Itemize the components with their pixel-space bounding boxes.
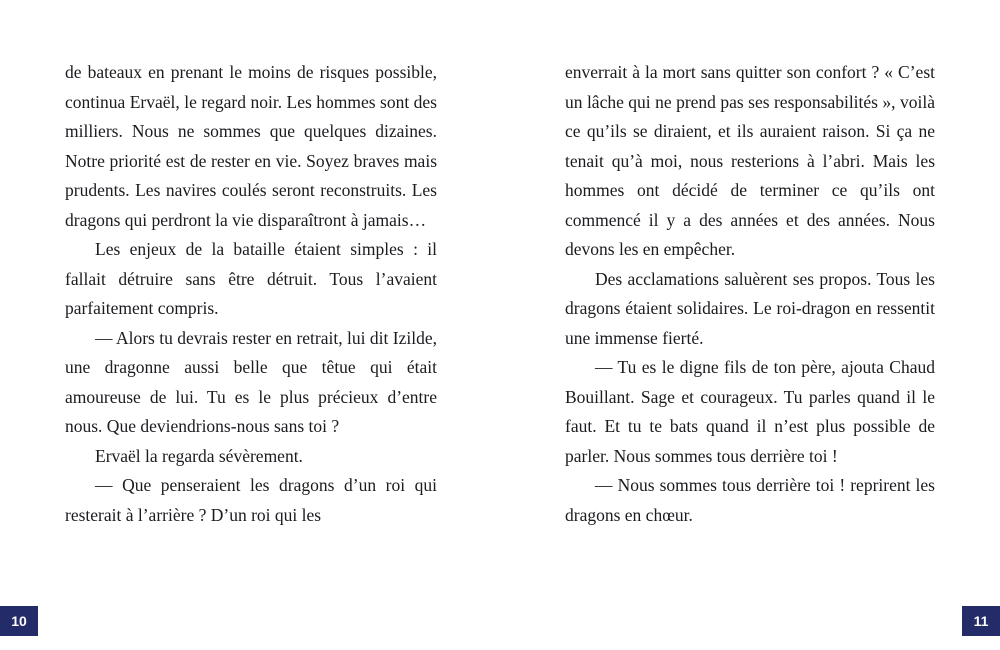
paragraph: Les enjeux de la bataille étaient simples : il fallait détruire sans être détruit. Tous l’avaient parfaitement compris. [65,239,437,318]
paragraph: — Alors tu devrais rester en retrait, lui dit Izilde, une dragonne aussi belle que têtue qui était amoureuse de lui. Tu es le plus précieux d’entre nous. Que deviendrions-nous sans toi ? [65,327,437,436]
paragraph: — Tu es le digne fils de ton père, ajouta Chaud Bouillant. Sage et courageux. Tu parles quand il le faut. Et tu te bats quand il n’est plus possible de parler. Nous sommes tous derrière toi ! [565,357,935,466]
page-left-text-column [65,58,437,530]
page-number-left: 10 [0,606,38,636]
paragraph: Des acclamations saluèrent ses propos. Tous les dragons étaient solidaires. Le roi-dragon en ressentit une immense fierté. [565,268,935,348]
paragraph: enverrait à la mort sans quitter son confort ? « C’est un lâche qui ne prend pas ses responsabilités », voilà ce qu’ils se diraient, et ils auraient raison. Si ça ne tenait qu’à moi, nous resterions à l’abri. Mais les hommes ont décidé de terminer ce qu’ils ont commencé il y a des années et des années. Nous devons les en empêcher. [565,62,935,259]
page-right-text-column [565,58,935,530]
paragraph: — Nous sommes tous derrière toi ! reprirent les dragons en chœur. [565,475,935,525]
paragraph: Ervaël la regarda sévèrement. [95,445,303,466]
paragraph: — Que penseraient les dragons d’un roi qui resterait à l’arrière ? D’un roi qui les [65,475,437,525]
page-number-right: 11 [962,606,1000,636]
paragraph: de bateaux en prenant le moins de risques possible, continua Ervaël, le regard noir. Les hommes sont des milliers. Nous ne sommes que quelques dizaines. Notre priorité est de rester en vie. Soyez braves mais prudents. Les navires coulés seront reconstruits. Les dragons qui perdront la vie disparaîtront à jamais… [65,62,437,230]
